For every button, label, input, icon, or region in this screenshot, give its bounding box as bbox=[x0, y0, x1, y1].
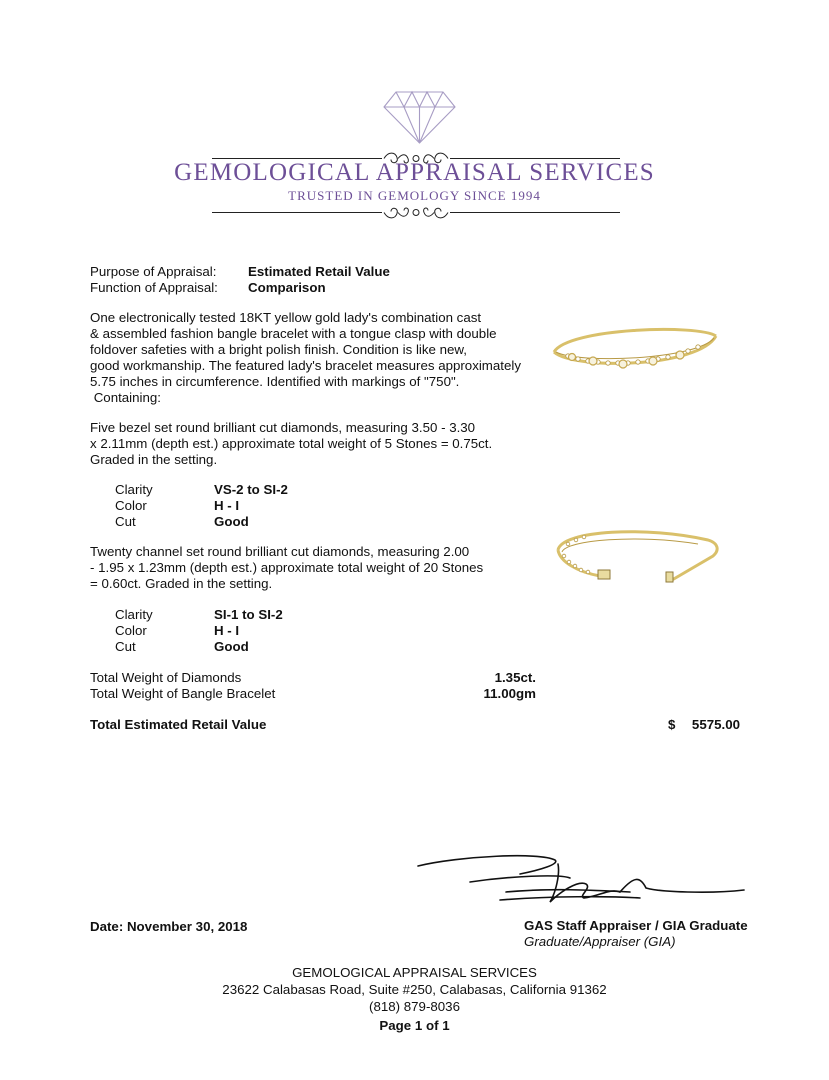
purpose-value: Estimated Retail Value bbox=[248, 264, 390, 279]
total-diamond-weight-label: Total Weight of Diamonds bbox=[90, 670, 242, 685]
total-retail-value: 5575.00 bbox=[691, 717, 740, 732]
description-line: & assembled fashion bangle bracelet with a tongue clasp with double bbox=[90, 326, 497, 341]
description-line: - 1.95 x 1.23mm (depth est.) approximate total weight of 20 Stones bbox=[90, 560, 484, 575]
description-line: 5.75 inches in circumference. Identified with markings of "750". bbox=[90, 374, 460, 389]
function-label: Function of Appraisal: bbox=[90, 280, 218, 295]
description-line: = 0.60ct. Graded in the setting. bbox=[90, 576, 273, 591]
appraiser-title: GAS Staff Appraiser / GIA Graduate bbox=[524, 918, 748, 933]
appraiser-subtitle: Graduate/Appraiser (GIA) bbox=[524, 934, 676, 949]
description-line: One electronically tested 18KT yellow gold lady's combination cast bbox=[90, 310, 482, 325]
ornament-divider-bottom bbox=[212, 204, 620, 220]
bracelet-photo-closed bbox=[548, 310, 723, 388]
description-line: good workmanship. The featured lady's bracelet measures approximately bbox=[90, 358, 521, 373]
page-number: Page 1 of 1 bbox=[379, 1018, 450, 1033]
description-line: Containing: bbox=[90, 390, 161, 405]
grade-label-cut: Cut bbox=[115, 639, 136, 654]
grade-value-clarity: VS-2 to SI-2 bbox=[214, 482, 288, 497]
purpose-label: Purpose of Appraisal: bbox=[90, 264, 217, 279]
appraisal-date: Date: November 30, 2018 bbox=[90, 919, 248, 934]
company-tagline: TRUSTED IN GEMOLOGY SINCE 1994 bbox=[288, 188, 541, 203]
appraiser-signature bbox=[410, 852, 750, 914]
grade-label-cut: Cut bbox=[115, 514, 136, 529]
total-bracelet-weight-value: 11.00gm bbox=[483, 686, 536, 701]
description-line: Five bezel set round brilliant cut diamonds, measuring 3.50 - 3.30 bbox=[90, 420, 476, 435]
footer-company-name: GEMOLOGICAL APPRAISAL SERVICES bbox=[292, 965, 537, 980]
stone-group-1-description bbox=[90, 420, 540, 468]
stone-group-2-description bbox=[90, 544, 540, 592]
total-bracelet-weight-label: Total Weight of Bangle Bracelet bbox=[90, 686, 276, 701]
company-logo-title: GEMOLOGICAL APPRAISAL SERVICES bbox=[174, 159, 655, 186]
footer-phone: (818) 879-8036 bbox=[369, 999, 460, 1014]
item-description bbox=[90, 310, 540, 406]
description-line: foldover safeties with a bright polish finish. Condition is like new, bbox=[90, 342, 467, 357]
diamond-logo-icon bbox=[382, 86, 457, 146]
grade-label-color: Color bbox=[115, 623, 147, 638]
grade-value-cut: Good bbox=[214, 639, 249, 654]
grade-label-color: Color bbox=[115, 498, 147, 513]
footer-address: 23622 Calabasas Road, Suite #250, Calabasas, California 91362 bbox=[222, 982, 607, 997]
function-value: Comparison bbox=[248, 280, 326, 295]
total-retail-value-label: Total Estimated Retail Value bbox=[90, 717, 267, 732]
grade-value-clarity: SI-1 to SI-2 bbox=[214, 607, 283, 622]
grade-label-clarity: Clarity bbox=[115, 607, 153, 622]
grade-value-color: H - I bbox=[214, 623, 240, 638]
description-line: Graded in the setting. bbox=[90, 452, 218, 467]
grade-value-cut: Good bbox=[214, 514, 249, 529]
description-line: Twenty channel set round brilliant cut diamonds, measuring 2.00 bbox=[90, 544, 470, 559]
bracelet-photo-open bbox=[548, 520, 723, 590]
grade-value-color: H - I bbox=[214, 498, 240, 513]
total-diamond-weight-value: 1.35ct. bbox=[494, 670, 536, 685]
description-line: x 2.11mm (depth est.) approximate total weight of 5 Stones = 0.75ct. bbox=[90, 436, 493, 451]
currency-symbol: $ bbox=[668, 717, 676, 732]
grade-label-clarity: Clarity bbox=[115, 482, 153, 497]
